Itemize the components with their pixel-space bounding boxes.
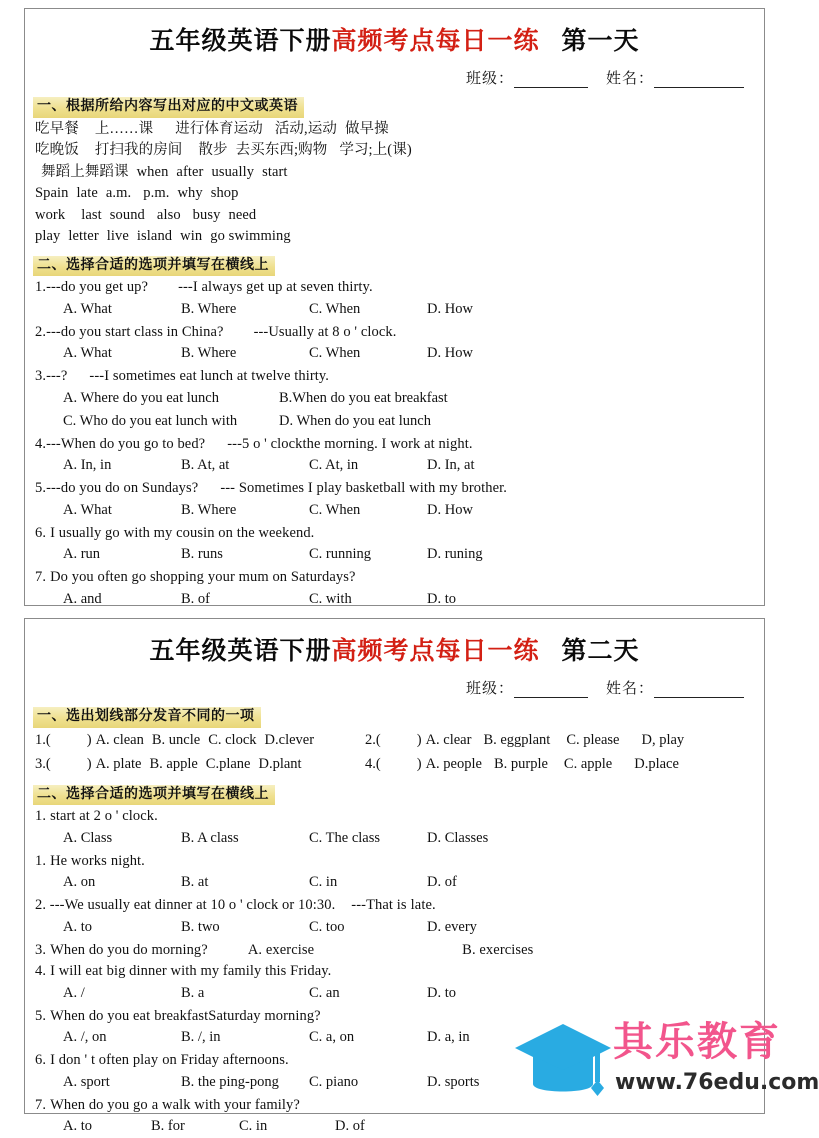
option-d[interactable]: D. How: [427, 300, 473, 317]
class-label: 班级：: [465, 71, 514, 87]
question-text: I will eat: [50, 963, 103, 979]
question-text: start at 2 o ' clock.: [50, 808, 158, 824]
question-text: When do you go: [50, 1096, 148, 1113]
option-b[interactable]: B. purple: [493, 755, 548, 772]
question-stem: [33, 433, 756, 455]
option-c[interactable]: C. apple: [563, 755, 613, 772]
vocab-term: busy: [192, 206, 221, 223]
vocab-row: [33, 182, 756, 204]
question-stem: [33, 1049, 756, 1071]
option-row: [33, 588, 756, 611]
question-stem: [33, 365, 756, 387]
vocab-term: last: [81, 206, 102, 223]
vocab-term: 吃早餐: [35, 120, 79, 137]
option-b[interactable]: B. the ping-pong: [181, 1073, 279, 1090]
vocab-term: Spain: [35, 185, 69, 201]
vocab-term: also: [156, 206, 181, 223]
question-number: 1.: [35, 808, 47, 824]
question-stem: [33, 1094, 756, 1116]
option-d[interactable]: D. of: [427, 874, 457, 890]
question-answer-text: ---I sometimes eat lunch at twelve thirty.: [89, 368, 330, 384]
class-label: 班级：: [465, 681, 514, 697]
pronunciation-row: [33, 752, 756, 776]
question-stem: [33, 960, 756, 982]
vocab-term: when: [136, 163, 169, 180]
option-a[interactable]: A. to: [63, 918, 92, 935]
vocab-term: island: [136, 228, 173, 244]
vocab-term: 上舞蹈课: [70, 163, 129, 180]
worksheet-day-2: [24, 618, 765, 1134]
worksheet-day-1: [24, 8, 765, 606]
worksheet-title-day-1: [33, 13, 756, 57]
option-row: [33, 1071, 756, 1094]
option-row: [33, 410, 756, 433]
option-c[interactable]: C. Who do you eat lunch with: [63, 412, 238, 429]
option-a[interactable]: A. sport: [63, 1073, 110, 1090]
option-a[interactable]: A. and: [63, 590, 102, 607]
question-text: do you do on Sundays?: [60, 480, 199, 496]
vocab-term: 吃晚饭: [35, 142, 79, 158]
name-label: 姓名：: [605, 71, 654, 87]
vocab-term: need: [228, 206, 257, 223]
option-c[interactable]: C. When: [309, 345, 361, 361]
vocab-term: play: [35, 228, 61, 244]
question-number: 6.: [35, 1052, 47, 1068]
option-a[interactable]: A. In, in: [63, 457, 112, 473]
question-text: the morning. I work at night.: [302, 435, 473, 452]
section-heading-d1-s2: 二、选择合适的选项并填写在横线上: [33, 256, 275, 277]
vocab-row: [33, 225, 756, 247]
vocab-term: 做早操: [344, 120, 389, 137]
question-text: I usually go: [50, 524, 120, 541]
pronunciation-item: [365, 756, 679, 773]
question-number: 3.---: [35, 368, 61, 384]
option-b[interactable]: B. at: [181, 874, 209, 890]
vocab-term: 进行体育运动: [175, 120, 263, 137]
option-c[interactable]: C. When: [309, 300, 361, 317]
name-label: 姓名：: [605, 681, 654, 697]
option-a[interactable]: A. clean: [95, 731, 144, 748]
title-grade-text: 五年级英语下册: [149, 638, 332, 665]
option-d[interactable]: D. Classes: [427, 829, 489, 846]
pronunciation-item: [365, 732, 684, 749]
vocab-term: work: [35, 206, 66, 223]
question-number: 7.: [35, 569, 47, 585]
option-b[interactable]: B. apple: [149, 755, 198, 772]
option-c[interactable]: C. please: [566, 731, 620, 748]
question-text: do you get up?: [60, 279, 149, 295]
title-highlight-text: 高频考点每日一练: [331, 638, 540, 665]
option-a[interactable]: A. Class: [63, 829, 113, 846]
pronunciation-row: [33, 728, 756, 752]
vocab-term: p.m.: [143, 185, 170, 201]
option-a[interactable]: A. What: [63, 300, 112, 317]
option-a[interactable]: A. clear: [425, 731, 472, 748]
question-stem: [33, 939, 756, 961]
title-day-label: 第二天: [561, 638, 640, 665]
vocab-term: 舞蹈: [41, 163, 71, 180]
item-close-paren: ): [86, 731, 92, 748]
option-a[interactable]: A. run: [63, 546, 101, 562]
question-stem: [33, 1005, 756, 1027]
vocab-term: sound: [109, 206, 145, 223]
question-text: When do you do morning: [50, 941, 202, 958]
option-d[interactable]: D. of: [335, 1118, 365, 1134]
question-answer-text: ---Usually at 8 o ' clock.: [253, 323, 397, 340]
question-stem: [33, 850, 756, 872]
vocab-row: [33, 139, 756, 161]
vocab-term: 学习;上(课): [339, 142, 412, 158]
option-row: [33, 1115, 756, 1138]
question-answer-text: ---That is: [351, 897, 407, 913]
option-row: [33, 342, 756, 365]
vocab-term: after: [176, 163, 204, 180]
item-number: 1.(: [35, 731, 51, 748]
option-c[interactable]: C. in: [309, 874, 338, 890]
vocab-term: 打扫我的房间: [94, 142, 183, 158]
question-text: When do you go to bed?: [60, 435, 206, 452]
option-a[interactable]: A. What: [63, 345, 112, 361]
item-number: 3.(: [35, 755, 51, 772]
option-b[interactable]: B. two: [181, 918, 220, 935]
option-b[interactable]: B. Where: [181, 345, 237, 361]
question-text: When do you eat: [50, 1007, 151, 1024]
option-c[interactable]: C. a, on: [309, 1029, 355, 1045]
question-text: ?: [201, 941, 208, 958]
question-text: with my cousin on the weekend.: [123, 524, 315, 541]
option-b[interactable]: B. a: [181, 984, 205, 1001]
option-b[interactable]: B. runs: [181, 546, 223, 562]
question-answer-text: --- Sometimes I play basketball with my brother.: [220, 480, 507, 496]
question-text: on Friday afternoons.: [162, 1052, 289, 1068]
name-blank[interactable]: [654, 87, 744, 88]
question-stem: [33, 321, 756, 343]
option-row: [33, 982, 756, 1005]
option-d[interactable]: D. every: [427, 918, 477, 935]
vocab-term: win: [180, 228, 203, 244]
option-d[interactable]: D. a, in: [427, 1029, 470, 1045]
section-heading-wrap-d2s1: [33, 698, 756, 728]
question-number: 1.---: [35, 279, 61, 295]
question-text: We usually eat dinner at 10 o ' clock or 10:30.: [64, 897, 336, 913]
option-a[interactable]: A. people: [425, 755, 482, 772]
question-number: 3.: [35, 941, 47, 958]
section-heading-d2-s2: 二、选择合适的选项并填写在横线上: [33, 785, 275, 806]
question-stem: [33, 477, 756, 499]
option-row: [33, 543, 756, 566]
option-c[interactable]: C. too: [309, 918, 345, 935]
pronunciation-item: [35, 756, 365, 773]
section-heading-wrap-d1s1: [33, 88, 756, 118]
option-d[interactable]: D. How: [427, 501, 473, 518]
question-text: I don ' t often play: [50, 1052, 159, 1068]
question-stem: [33, 805, 756, 827]
question-number: 4.: [35, 963, 47, 979]
question-text: Do you often go shopping: [50, 569, 204, 585]
option-row: [33, 1026, 756, 1049]
question-text: 5 o ' clock: [242, 435, 303, 452]
vocab-row: [33, 204, 756, 226]
option-b[interactable]: B. for: [151, 1118, 185, 1134]
option-b[interactable]: B. /, in: [181, 1029, 221, 1045]
option-row: [33, 827, 756, 850]
question-text: a walk with your family?: [151, 1096, 300, 1113]
question-text: late.: [410, 897, 436, 913]
option-b[interactable]: B. At, at: [181, 457, 230, 473]
option-d[interactable]: D. In, at: [427, 457, 475, 473]
vocab-term: start: [262, 163, 288, 180]
option-a[interactable]: A. plate: [95, 755, 142, 772]
student-info-row-day-2: [33, 677, 756, 698]
title-highlight-text: 高频考点每日一练: [331, 28, 540, 55]
option-c[interactable]: C. piano: [309, 1073, 359, 1090]
question-text: night.: [110, 852, 145, 869]
option-c[interactable]: C. in: [239, 1118, 268, 1134]
option-d[interactable]: D. to: [427, 984, 456, 1001]
option-b[interactable]: B. A class: [181, 829, 239, 846]
option-c[interactable]: C. The class: [309, 829, 381, 846]
option-row: [33, 871, 756, 894]
question-text: big dinner with my family this Friday.: [106, 963, 332, 979]
title-grade-text: 五年级英语下册: [149, 28, 332, 55]
option-a[interactable]: A. exercise: [247, 941, 315, 958]
option-b[interactable]: B. eggplant: [483, 731, 551, 748]
question-text: ?: [60, 368, 68, 384]
option-a[interactable]: A. on: [63, 874, 96, 890]
question-number: 5.---: [35, 480, 61, 496]
item-close-paren: ): [416, 755, 422, 772]
option-row: [33, 916, 756, 939]
vocab-term: late: [76, 185, 98, 201]
option-a[interactable]: A. to: [63, 1118, 92, 1134]
option-d[interactable]: D, play: [641, 731, 685, 748]
item-close-paren: ): [86, 755, 92, 772]
option-row: [33, 298, 756, 321]
option-c[interactable]: C. with: [309, 590, 352, 607]
option-a[interactable]: A. Where do you eat lunch: [63, 389, 219, 406]
question-text: breakfast: [154, 1007, 209, 1024]
option-d[interactable]: D. How: [427, 345, 473, 361]
option-c[interactable]: C. clock: [208, 731, 257, 748]
vocab-term: shop: [210, 185, 239, 201]
option-b[interactable]: B.When do you eat breakfast: [279, 389, 448, 406]
option-c[interactable]: C.plane: [205, 755, 251, 772]
question-text: do you start class in China?: [60, 323, 224, 340]
brand-url: www.76edu.com: [615, 1070, 819, 1095]
option-d[interactable]: D.clever: [264, 731, 315, 748]
question-stem: [33, 566, 756, 588]
option-row: [33, 387, 756, 410]
student-info-row-day-1: [33, 67, 756, 88]
option-d[interactable]: D.place: [634, 755, 679, 772]
section-heading-d1-s1: 一、根据所给内容写出对应的中文或英语: [33, 97, 304, 118]
option-d[interactable]: D. runing: [427, 546, 483, 562]
option-a[interactable]: A. /, on: [63, 1029, 107, 1045]
option-b[interactable]: B. Where: [181, 300, 237, 317]
class-blank[interactable]: [514, 87, 588, 88]
option-a[interactable]: A. What: [63, 501, 112, 518]
item-number: 2.(: [365, 731, 381, 748]
vocab-term: go swimming: [210, 228, 291, 244]
pronunciation-item: [35, 732, 365, 749]
vocab-term: 去买东西;购物: [235, 142, 328, 158]
question-stem: [33, 894, 756, 916]
option-c[interactable]: C. At, in: [309, 457, 359, 473]
question-stem: [33, 522, 756, 544]
option-c[interactable]: C. running: [309, 546, 372, 562]
option-row: [33, 499, 756, 522]
vocab-term: 上……课: [94, 120, 154, 137]
question-number: 2. ---: [35, 897, 65, 913]
question-number: 5.: [35, 1007, 47, 1024]
section-heading-d2-s1: 一、选出划线部分发音不同的一项: [33, 707, 261, 728]
item-number: 4.(: [365, 755, 381, 772]
question-text: Saturday morning?: [208, 1007, 321, 1024]
question-number: 1.: [35, 852, 47, 869]
option-b[interactable]: B. uncle: [151, 731, 201, 748]
section-heading-wrap-d1s2: [33, 247, 756, 277]
question-number: 6.: [35, 524, 47, 541]
question-number: 7.: [35, 1096, 47, 1113]
option-b[interactable]: B. of: [181, 590, 210, 607]
question-stem: [33, 276, 756, 298]
name-blank[interactable]: [654, 697, 744, 698]
question-answer-text: ---I always get up at seven thirty.: [178, 279, 373, 295]
vocab-term: live: [106, 228, 129, 244]
option-c[interactable]: C. an: [309, 984, 340, 1001]
option-row: [33, 454, 756, 477]
question-dash: ---: [227, 435, 243, 452]
option-d[interactable]: D. sports: [427, 1073, 480, 1090]
option-d[interactable]: D.plant: [258, 755, 302, 772]
vocab-term: letter: [68, 228, 99, 244]
option-a[interactable]: A. /: [63, 984, 85, 1001]
question-number: 2.---: [35, 323, 61, 340]
vocab-row: [33, 118, 756, 140]
option-d[interactable]: D. When do you eat lunch: [279, 412, 431, 429]
option-b[interactable]: B. exercises: [462, 941, 534, 958]
question-text: He works: [50, 852, 107, 869]
vocab-term: usually: [211, 163, 255, 180]
item-close-paren: ): [416, 731, 422, 748]
option-b[interactable]: B. Where: [181, 501, 237, 518]
brand-name: 其乐教育: [613, 1019, 781, 1065]
question-text: your mum on Saturdays?: [207, 569, 356, 585]
option-d[interactable]: D. to: [427, 590, 456, 607]
vocab-term: a.m.: [105, 185, 132, 201]
class-blank[interactable]: [514, 697, 588, 698]
worksheet-title-day-2: [33, 623, 756, 667]
option-c[interactable]: C. When: [309, 501, 361, 518]
vocab-term: 活动,运动: [274, 120, 337, 137]
section-heading-wrap-d2s2: [33, 776, 756, 806]
question-number: 4.---: [35, 435, 61, 452]
title-day-label: 第一天: [561, 28, 640, 55]
vocab-row: [33, 161, 756, 183]
vocab-term: why: [177, 185, 203, 201]
vocab-term: 散步: [198, 142, 228, 158]
